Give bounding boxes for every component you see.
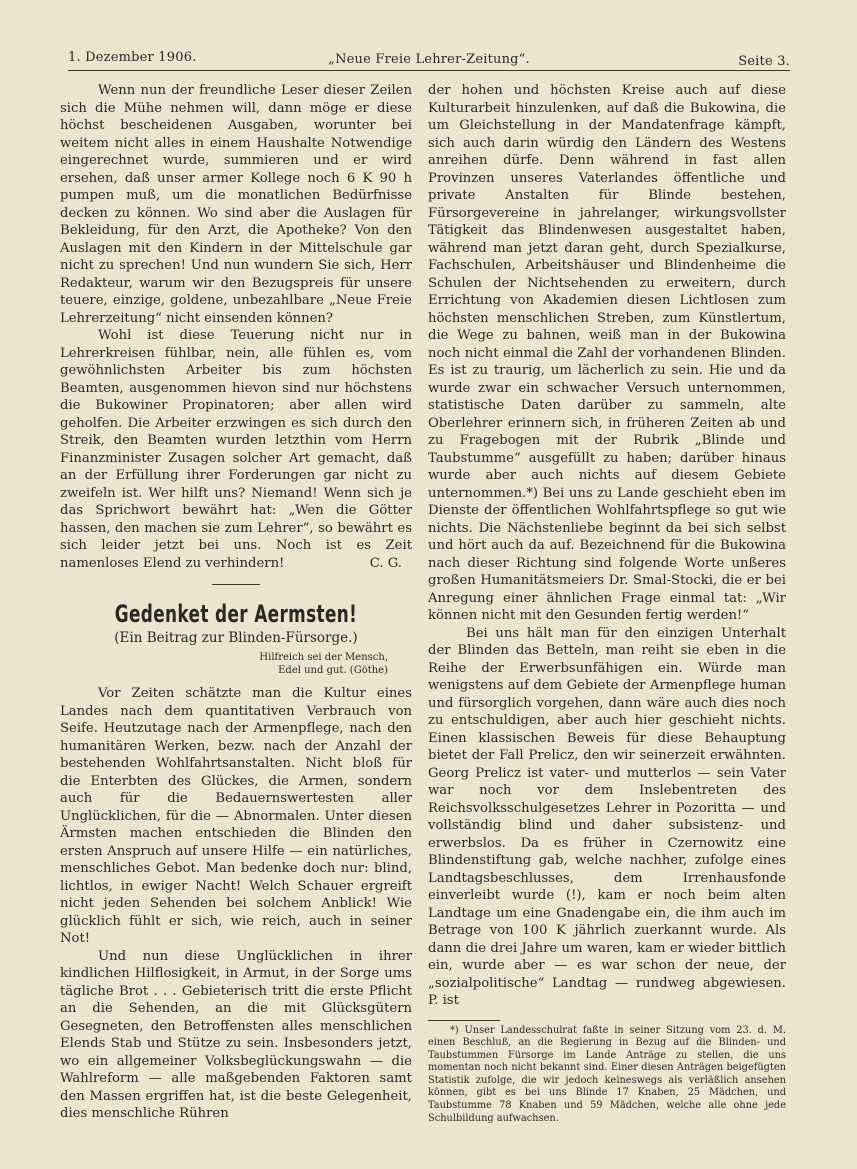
section-divider — [212, 584, 260, 585]
footnote: *) Unser Landesschulrat faßte in seiner Sitzung vom 23. d. M. einen Beschluß, an die Regierung in Bezug auf die Blinden- und Taubstummen Fürsorge im Lande Anträge zu stellen, die uns momentan noch nicht bekannt sind. Einer diesen Anträgen beigefügten Statistik zufolge, die wir jedoch keineswegs als verläßlich ansehen können, gibt es bei uns Blinde 17 Knaben, 25 Mädchen, und Taubstumme 78 Knaben und 59 Mädchen, welche alle ohne jede Schulbildung aufwachsen. — [428, 1024, 786, 1124]
page-number: Seite 3. — [738, 54, 790, 69]
footnote-rule — [428, 1020, 500, 1021]
header-rule — [68, 70, 790, 71]
motto-line: Edel und gut. (Göthe) — [278, 665, 388, 676]
article-paragraph: Vor Zeiten schätzte man die Kultur eines Landes nach dem quantitativen Verbrauch von Seife. Heutzutage nach der Armenpflege, nach den humanitären Werken, bezw. nach der Anzahl der bestehenden Wohlfahrtsanstalten. Nicht bloß für die Enterbten des Glückes, die Armen, sondern auch für die Bedauernswertesten aller Unglücklichen, für die — Abnormalen. Unter diesen Ärmsten machen entschieden die Blinden den ersten Anspruch auf unsere Hilfe — ein natürliches, menschliches Gebot. Man bedenke doch nur: blind, lichtlos, in ewiger Nacht! Welch Schauer ergreift nicht jeden Sehenden bei solchem Anblick! Wie glücklich fühlt er sich, wie reich, auch in seiner Not! — [60, 686, 412, 946]
article-paragraph: Bei uns hält man für den einzigen Unterhalt der Blinden das Betteln, man reiht sie eben in die Reihe der Erwerbsunfähigen ein. Würde man wenigstens auf dem Gebiete der Armenpflege human und fürsorglich vorgehen, dann wäre auch dies noch zu entschuldigen, aber auch hier geschieht nichts. Einen klassischen Beweis für diese Behauptung bietet der Fall Prelicz, den wir seinerzeit erwähnten. Georg Prelicz ist vater- und mutterlos — sein Vater war noch vor dem Inslebentreten des Reichsvolksschulgesetzes Lehrer in Pozoritta — und vollständig blind und daher subsistenz- und erwerbslos. Da es früher in Czernowitz eine Blindenstiftung gab, welche nachher, zufolge eines Landtagsbeschlusses, dem Irrenhausfonde einverleibt wurde (!), kam er noch beim alten Landtage um eine Gnadengabe ein, die ihm auch im Betrage von 100 K jährlich zuerkannt wurde. Als dann die drei Jahre um waren, kam er wieder bittlich ein, wurde aber — es war schon der neue, der „sozialpolitische“ Landtag — rundweg abgewiesen. P. ist — [428, 625, 786, 1008]
article-paragraph: Und nun diese Unglücklichen in ihrer kindlichen Hilflosigkeit, in Armut, in der Sorge ums tägliche Brot . . . Gebieterisch tritt die erste Pflicht an die Sehenden, an die mit Glücksgütern Gesegneten, den Betroffensten alles menschlichen Elends Stab und Stütze zu sein. Insbesonders jetzt, wo ein allgemeiner Volksbeglückungswahn — die Wahlreform — alle maßgebenden Faktoren samt den Massen ergriffen hat, ist die beste Gelegenheit, dies menschliche Rühren — [60, 948, 412, 1121]
article-paragraph: der hohen und höchsten Kreise auch auf diese Kulturarbeit hinzulenken, auf daß die Bukowina, die um Gleichstellung in der Mandatenfrage kämpft, sich auch darin würdig den Ländern des Westens anreihen dürfe. Denn während in fast allen Provinzen unseres Vaterlandes öffentliche und private Anstalten für Blinde bestehen, Fürsorgevereine in jahrelanger, wirkungsvollster Tätigkeit das Blindenwesen ausgestaltet haben, während man jetzt daran geht, durch Spezialkurse, Fachschulen, Arbeitshäuser und Blindenheime die Schulen der Nichtsehenden zu erweitern, durch Errichtung von Akademien diesen Lichtlosen zum höchsten menschlichen Streben, zum Künstlertum, die Wege zu bahnen, weiß man in der Bukowina noch nicht einmal die Zahl der vorhandenen Blinden. Es ist zu traurig, um lächerlich zu sein. Hie und da wurde zwar ein schwacher Versuch unternommen, statistische Daten darüber zu sammeln, alte Oberlehrer erinnern sich, in früheren Zeiten ab und zu Fragebogen mit der Rubrik „Blinde und Taubstumme“ ausgefüllt zu haben; darüber hinaus wurde aber auch nichts auf diesem Gebiete unternommen.*) Bei uns zu Lande geschieht eben im Dienste der öffentlichen Wohlfahrtspflege so gut wie nichts. Die Nächstenliebe beginnt da bei sich selbst und hört auch da auf. Bezeichnend für die Bukowina nach dieser Richtung sind folgende Worte unßeres großen Humanitätsmeiers Dr. Smal-Stocki, die er bei Anregung einer ähnlichen Frage einmal tat: „Wir können nicht mit den Gesunden fertig werden!“ — [428, 83, 786, 623]
article-subtitle: (Ein Beitrag zur Blinden-Fürsorge.) — [114, 630, 358, 646]
body-paragraph: Wohl ist diese Teuerung nicht nur in Lehrerkreisen fühlbar, nein, alle fühlen es, vom gewöhnlichsten Arbeiter bis zum höchsten Beamten, ausgenommen hievon sind nur höchstens die Bukowiner Propinatoren; aber allen wird geholfen. Die Arbeiter erzwingen es sich durch den Streik, den Beamten wurden letzthin vom Herrn Finanzminister Zusagen solcher Art gemacht, daß an der Erfüllung ihrer Forderungen gar nicht zu zweifeln ist. Wer hilft uns? Niemand! Wenn sich je das Sprichwort bewährt hat: „Wen die Götter hassen, den machen sie zum Lehrer“, so bewährt es sich leider jetzt bei uns. Noch ist es Zeit namenloses Elend zu verhindern! — [60, 328, 412, 571]
issue-date: 1. Dezember 1906. — [68, 50, 197, 65]
signature-text: C. G. — [369, 555, 402, 571]
right-column — [428, 82, 786, 1125]
body-paragraph: Wenn nun der freundliche Leser dieser Zeilen sich die Mühe nehmen will, dann möge er diese höchst bescheidenen Ausgaben, worunter bei weitem nicht alles in einem Haushalte Notwendige eingerechnet wurde, summieren und er wird ersehen, daß unser armer Kollege noch 6 K 90 h pumpen muß, um die monatlichen Bedürfnisse decken zu können. Wo sind aber die Auslagen für Bekleidung, für den Arzt, die Apotheke? Von den Auslagen mit den Kindern in der Mittelschule gar nicht zu sprechen! Und nun wundern Sie sich, Herr Redakteur, warum wir den Bezugspreis für unsere teuere, einzige, goldene, unbezahlbare „Neue Freie Lehrerzeitung“ nicht einsenden können? — [60, 83, 412, 326]
article-title: Gedenket der Aermsten! — [114, 600, 358, 628]
left-column — [60, 82, 412, 1123]
motto-line: Hilfreich sei der Mensch, — [259, 652, 388, 663]
article-motto — [60, 651, 412, 677]
publication-name: „Neue Freie Lehrer-Zeitung“. — [328, 52, 530, 67]
